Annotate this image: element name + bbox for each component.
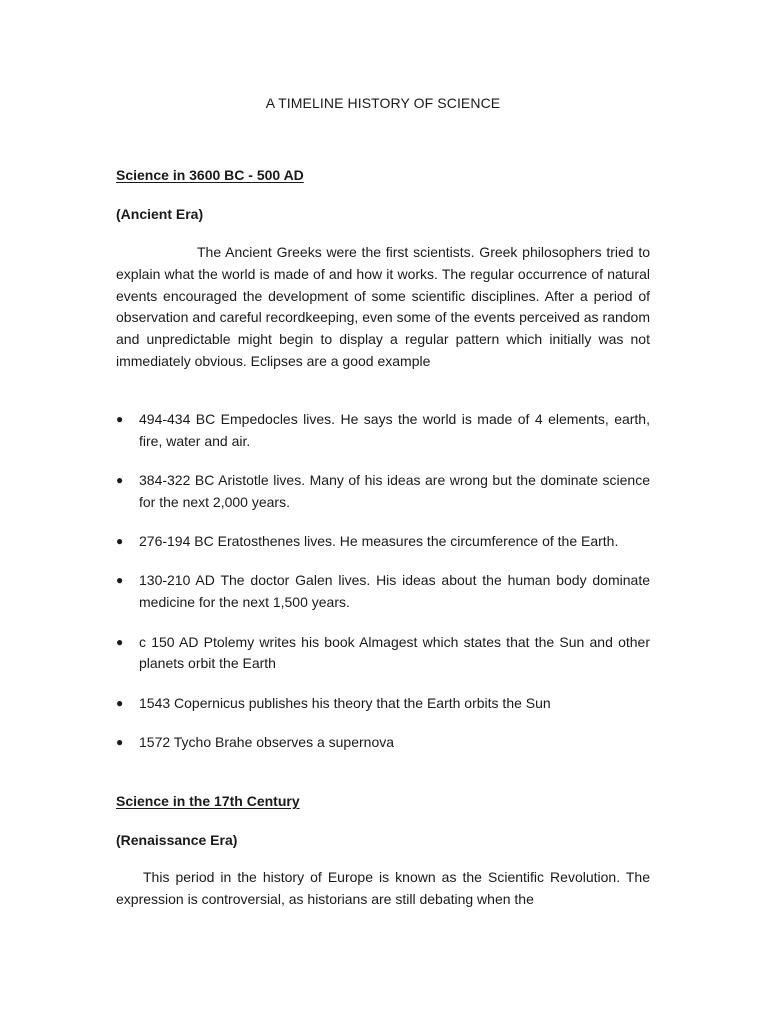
- list-item-text: 130-210 AD The doctor Galen lives. His ideas about the human body dominate medicine for the next 1,500 years.: [139, 572, 650, 611]
- timeline-bullet-list: [116, 409, 650, 771]
- era-heading-renaissance: (Renaissance Era): [116, 832, 238, 848]
- paragraph-ancient-intro: The Ancient Greeks were the first scientists. Greek philosophers tried to explain what the world is made of and how it works. The regular occurrence of natural events encouraged the development of some scientific disciplines. After a period of observation and careful recordkeeping, even some of the events perceived as random and unpredictable might begin to display a regular pattern which initially was not immediately obvious. Eclipses are a good example: [116, 244, 650, 369]
- bullet-icon: ●: [116, 473, 124, 488]
- list-item: [116, 531, 650, 553]
- document-title: A TIMELINE HISTORY OF SCIENCE: [265, 95, 501, 111]
- list-item-text: 494-434 BC Empedocles lives. He says the world is made of 4 elements, earth, fire, water and air.: [139, 411, 650, 449]
- list-item-text: 1543 Copernicus publishes his theory that the Earth orbits the Sun: [139, 694, 551, 711]
- bullet-icon: ●: [116, 695, 124, 710]
- bullet-icon: ●: [116, 734, 124, 749]
- list-item: [116, 570, 650, 614]
- list-item-text: 1572 Tycho Brahe observes a supernova: [139, 733, 395, 750]
- list-item-text: c 150 AD Ptolemy writes his book Almagest which states that the Sun and other planets orbit the Earth: [139, 633, 650, 672]
- list-item: [116, 693, 650, 715]
- era-heading-ancient: (Ancient Era): [116, 206, 204, 222]
- list-item: [116, 409, 650, 453]
- list-item-text: 384-322 BC Aristotle lives. Many of his ideas are wrong but the dominate science for the next 2,000 years.: [139, 472, 650, 510]
- paragraph-renaissance-intro: This period in the history of Europe is known as the Scientific Revolution. The expression is controversial, as historians are still debating when the: [116, 869, 650, 907]
- list-item-text: 276-194 BC Eratosthenes lives. He measures the circumference of the Earth.: [139, 533, 619, 550]
- bullet-icon: ●: [116, 412, 124, 426]
- bullet-icon: ●: [116, 634, 124, 649]
- list-item: [116, 470, 650, 514]
- bullet-icon: ●: [116, 534, 124, 549]
- list-item: [116, 732, 650, 754]
- section-heading-ancient: Science in 3600 BC - 500 AD: [116, 167, 304, 183]
- bullet-icon: ●: [116, 573, 124, 588]
- section-heading-17th-century: Science in the 17th Century: [116, 793, 300, 809]
- list-item: [116, 632, 650, 676]
